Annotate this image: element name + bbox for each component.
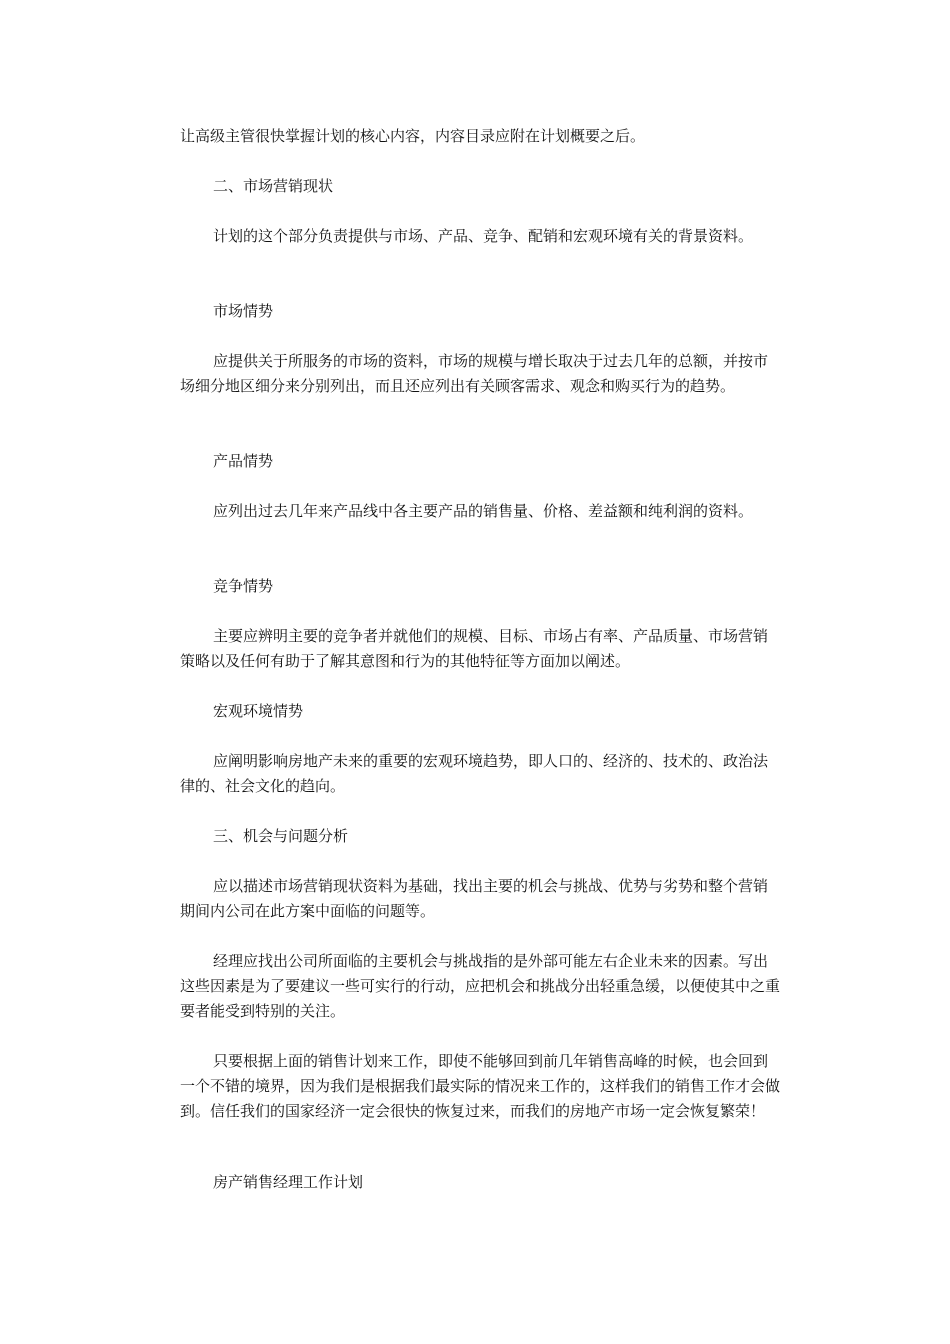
heading-sales-manager-plan: 房产销售经理工作计划 bbox=[213, 1173, 364, 1191]
paragraph-summary-continuation: 让高级主管很快掌握计划的核心内容，内容目录应附在计划概要之后。 bbox=[180, 127, 646, 145]
heading-macro-environment: 宏观环境情势 bbox=[213, 702, 304, 720]
heading-opportunity-analysis: 三、机会与问题分析 bbox=[213, 827, 349, 845]
paragraph-manager-opportunities: 经理应找出公司所面临的主要机会与挑战指的是外部可能左右企业未来的因素。写出这些因素是为了要建议一些可实行的行动，应把机会和挑战分出轻重急缓，以便使其中之重要者能受到特别的关注。 bbox=[180, 952, 781, 1020]
heading-market-situation: 市场情势 bbox=[213, 302, 274, 320]
paragraph-macro-environment: 应阐明影响房地产未来的重要的宏观环境趋势，即人口的、经济的、技术的、政治法律的、社会文化的趋向。 bbox=[180, 752, 769, 795]
paragraph-competition-situation: 主要应辨明主要的竞争者并就他们的规模、目标、市场占有率、产品质量、市场营销策略以及任何有助于了解其意图和行为的其他特征等方面加以阐述。 bbox=[180, 627, 769, 670]
heading-market-status: 二、市场营销现状 bbox=[213, 177, 334, 195]
heading-product-situation: 产品情势 bbox=[213, 452, 274, 470]
paragraph-product-situation: 应列出过去几年来产品线中各主要产品的销售量、价格、差益额和纯利润的资料。 bbox=[213, 502, 754, 520]
paragraph-sales-plan-conclusion: 只要根据上面的销售计划来工作，即使不能够回到前几年销售高峰的时候，也会回到一个不错的境界，因为我们是根据我们最实际的情况来工作的，这样我们的销售工作才会做到。信任我们的国家经济一定会很快的恢复过来，而我们的房地产市场一定会恢复繁荣！ bbox=[180, 1052, 781, 1120]
paragraph-market-situation: 应提供关于所服务的市场的资料，市场的规模与增长取决于过去几年的总额，并按市场细分地区细分来分别列出，而且还应列出有关顾客需求、观念和购买行为的趋势。 bbox=[180, 352, 769, 395]
paragraph-opportunity-analysis: 应以描述市场营销现状资料为基础，找出主要的机会与挑战、优势与劣势和整个营销期间内公司在此方案中面临的问题等。 bbox=[180, 877, 769, 920]
paragraph-market-status: 计划的这个部分负责提供与市场、产品、竞争、配销和宏观环境有关的背景资料。 bbox=[213, 227, 754, 245]
heading-competition-situation: 竞争情势 bbox=[213, 577, 274, 595]
